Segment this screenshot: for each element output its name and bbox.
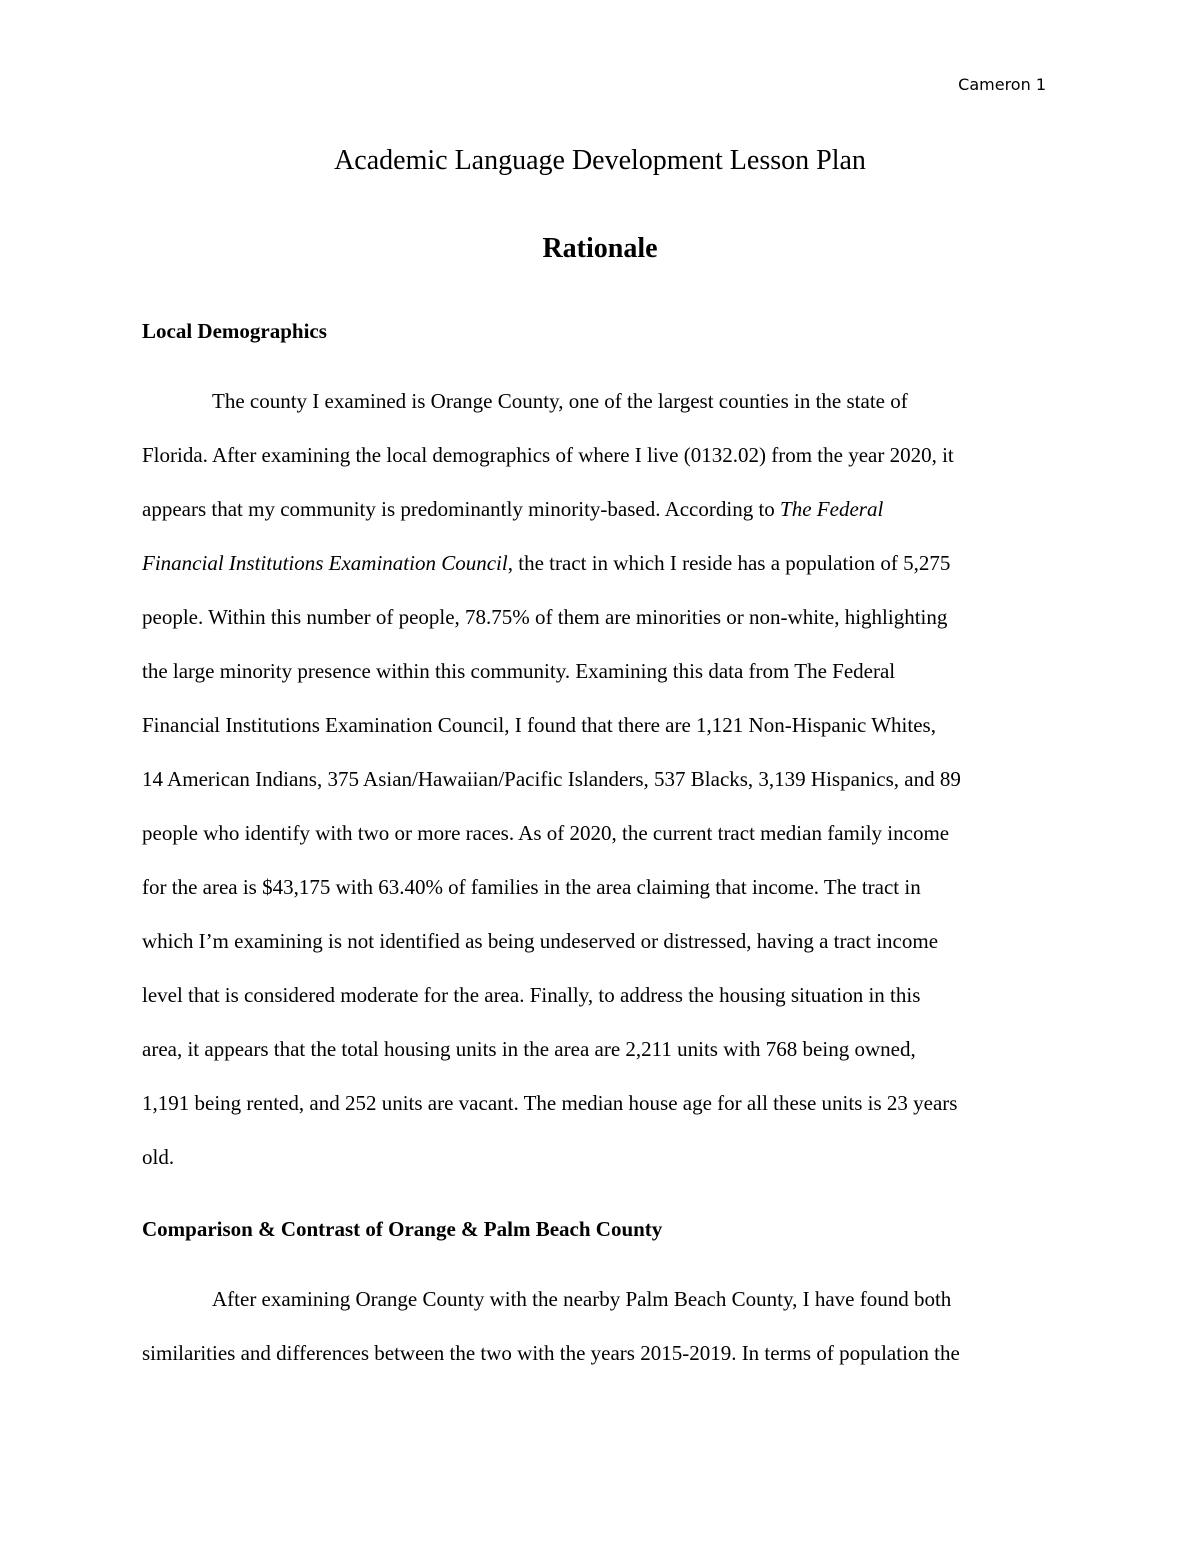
paragraph-line: people. Within this number of people, 78.75% of them are minorities or non-white, highlighting (142, 605, 948, 629)
text-run: appears that my community is predominantly minority-based. According to (142, 497, 781, 521)
running-head: Cameron 1 (958, 75, 1046, 94)
paragraph-line: 14 American Indians, 375 Asian/Hawaiian/Pacific Islanders, 537 Blacks, 3,139 Hispanics, and 89 (142, 767, 961, 791)
italic-source-title: The Federal (780, 497, 884, 521)
paragraph-line (142, 548, 950, 578)
paragraph-line: area, it appears that the total housing units in the area are 2,211 units with 768 being owned, (142, 1037, 916, 1061)
paragraph-line (142, 494, 883, 524)
document-title: Academic Language Development Lesson Plan (334, 145, 866, 176)
paragraph-line: level that is considered moderate for the area. Finally, to address the housing situation in this (142, 983, 921, 1007)
paragraph-line: The county I examined is Orange County, one of the largest counties in the state of (212, 389, 908, 413)
italic-source-title: Financial Institutions Examination Council (142, 551, 508, 575)
text-run: , the tract in which I reside has a population of 5,275 (507, 551, 951, 575)
paragraph-line: Financial Institutions Examination Council, I found that there are 1,121 Non-Hispanic Whites, (142, 713, 936, 737)
section-title: Rationale (542, 233, 658, 264)
heading-comparison-contrast: Comparison & Contrast of Orange & Palm Beach County (142, 1217, 663, 1241)
paragraph-line: for the area is $43,175 with 63.40% of families in the area claiming that income. The tract in (142, 875, 921, 899)
paragraph-line: Florida. After examining the local demographics of where I live (0132.02) from the year 2020, it (142, 443, 954, 467)
paragraph-line: After examining Orange County with the nearby Palm Beach County, I have found both (212, 1287, 952, 1311)
paragraph-line: 1,191 being rented, and 252 units are vacant. The median house age for all these units is 23 years (142, 1091, 958, 1115)
heading-local-demographics: Local Demographics (142, 319, 327, 343)
paragraph-line: old. (142, 1145, 175, 1169)
paragraph-line: which I’m examining is not identified as being undeserved or distressed, having a tract income (142, 929, 939, 953)
paragraph-line: people who identify with two or more races. As of 2020, the current tract median family income (142, 821, 950, 845)
paragraph-line: similarities and differences between the two with the years 2015-2019. In terms of population the (142, 1341, 960, 1365)
paragraph-line: the large minority presence within this community. Examining this data from The Federal (142, 659, 896, 683)
